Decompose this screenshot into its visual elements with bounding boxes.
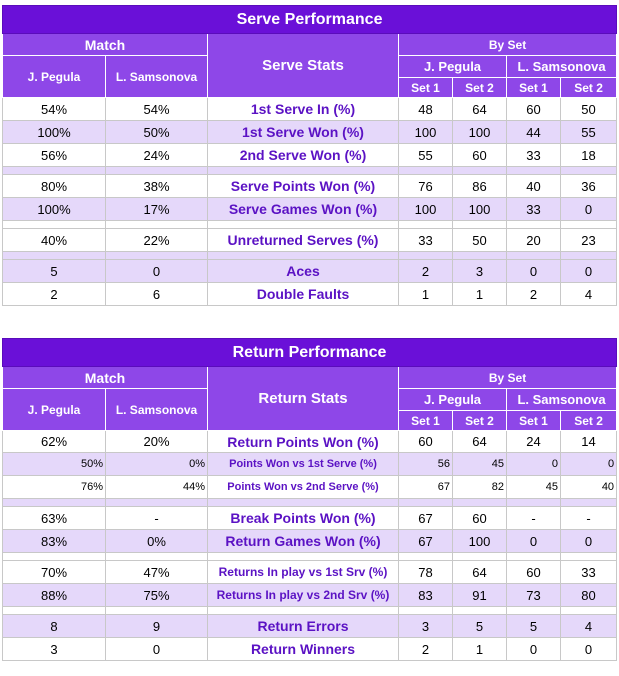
set1-header: Set 1	[399, 78, 453, 98]
p1-set1-value: 67	[399, 530, 453, 553]
player1-value: 2	[3, 283, 106, 306]
stat-label: Points Won vs 1st Serve (%)	[208, 453, 399, 476]
p2-set1-value: 0	[507, 530, 561, 553]
p2-set2-value: 33	[561, 561, 617, 584]
p1-set2-value: 1	[453, 638, 507, 661]
p2-set2-value: 0	[561, 530, 617, 553]
player2-value: 75%	[106, 584, 208, 607]
stat-label: Unreturned Serves (%)	[208, 229, 399, 252]
spacer-row	[3, 221, 617, 229]
p1-set1-value: 67	[399, 507, 453, 530]
p1-set2-value: 60	[453, 144, 507, 167]
p2-set1-value: 60	[507, 561, 561, 584]
match-header: Match	[3, 367, 208, 389]
p2-set1-value: 33	[507, 144, 561, 167]
table-row	[3, 638, 617, 661]
table-row	[3, 144, 617, 167]
player2-header: L. Samsonova	[106, 389, 208, 431]
player1-header: J. Pegula	[3, 389, 106, 431]
serve-title: Serve Performance	[3, 6, 617, 34]
return-stats-header: Return Stats	[208, 367, 399, 431]
stat-label: Serve Points Won (%)	[208, 175, 399, 198]
p1-set1-value: 56	[399, 453, 453, 476]
p1-set1-value: 76	[399, 175, 453, 198]
p1-set1-value: 3	[399, 615, 453, 638]
stat-label: Break Points Won (%)	[208, 507, 399, 530]
p2-set1-value: 0	[507, 260, 561, 283]
player1-value: 5	[3, 260, 106, 283]
player1-value: 50%	[3, 453, 106, 476]
stat-label: Returns In play vs 2nd Srv (%)	[208, 584, 399, 607]
player2-header: L. Samsonova	[106, 56, 208, 98]
stat-label: Return Games Won (%)	[208, 530, 399, 553]
p1-set2-value: 82	[453, 476, 507, 499]
p1-set1-value: 33	[399, 229, 453, 252]
player2-value: 54%	[106, 98, 208, 121]
p2-set2-value: 0	[561, 198, 617, 221]
p1-set1-value: 100	[399, 121, 453, 144]
p1-set1-value: 83	[399, 584, 453, 607]
spacer-row	[3, 252, 617, 260]
return-title: Return Performance	[3, 339, 617, 367]
player1-value: 63%	[3, 507, 106, 530]
player2-value: 6	[106, 283, 208, 306]
player2-value: 24%	[106, 144, 208, 167]
player1-set-header: J. Pegula	[399, 389, 507, 411]
p2-set2-value: 0	[561, 260, 617, 283]
player2-value: 17%	[106, 198, 208, 221]
p2-set1-value: 73	[507, 584, 561, 607]
set1-header: Set 1	[507, 78, 561, 98]
table-row	[3, 229, 617, 252]
player1-value: 70%	[3, 561, 106, 584]
p1-set1-value: 2	[399, 638, 453, 661]
p2-set1-value: 24	[507, 431, 561, 453]
p2-set2-value: 4	[561, 283, 617, 306]
p2-set2-value: 14	[561, 431, 617, 453]
table-row	[3, 175, 617, 198]
p2-set2-value: 0	[561, 638, 617, 661]
serve-performance-table	[2, 5, 617, 306]
player1-set-header: J. Pegula	[399, 56, 507, 78]
player2-value: 44%	[106, 476, 208, 499]
table-row	[3, 615, 617, 638]
player2-value: 20%	[106, 431, 208, 453]
set2-header: Set 2	[561, 411, 617, 431]
p2-set2-value: -	[561, 507, 617, 530]
p2-set2-value: 50	[561, 98, 617, 121]
p1-set2-value: 91	[453, 584, 507, 607]
p1-set2-value: 60	[453, 507, 507, 530]
stat-label: 1st Serve Won (%)	[208, 121, 399, 144]
set2-header: Set 2	[453, 411, 507, 431]
player1-value: 80%	[3, 175, 106, 198]
p2-set2-value: 18	[561, 144, 617, 167]
p2-set1-value: 2	[507, 283, 561, 306]
p2-set1-value: 44	[507, 121, 561, 144]
p2-set1-value: 20	[507, 229, 561, 252]
table-row	[3, 283, 617, 306]
p2-set2-value: 55	[561, 121, 617, 144]
set2-header: Set 2	[561, 78, 617, 98]
p1-set2-value: 50	[453, 229, 507, 252]
p1-set2-value: 64	[453, 431, 507, 453]
p1-set2-value: 100	[453, 198, 507, 221]
table-row	[3, 431, 617, 453]
player2-value: 38%	[106, 175, 208, 198]
player2-set-header: L. Samsonova	[507, 389, 617, 411]
player2-value: 22%	[106, 229, 208, 252]
stat-label: 2nd Serve Won (%)	[208, 144, 399, 167]
p2-set1-value: 60	[507, 98, 561, 121]
player2-value: 50%	[106, 121, 208, 144]
table-row	[3, 260, 617, 283]
p2-set1-value: 0	[507, 453, 561, 476]
player1-value: 88%	[3, 584, 106, 607]
p2-set2-value: 23	[561, 229, 617, 252]
p1-set1-value: 48	[399, 98, 453, 121]
p1-set2-value: 64	[453, 561, 507, 584]
p1-set1-value: 2	[399, 260, 453, 283]
player2-value: 0	[106, 260, 208, 283]
p2-set2-value: 36	[561, 175, 617, 198]
p2-set2-value: 4	[561, 615, 617, 638]
p1-set2-value: 100	[453, 121, 507, 144]
p1-set2-value: 86	[453, 175, 507, 198]
p2-set1-value: -	[507, 507, 561, 530]
p2-set1-value: 5	[507, 615, 561, 638]
stat-label: Serve Games Won (%)	[208, 198, 399, 221]
spacer-row	[3, 167, 617, 175]
table-row	[3, 453, 617, 476]
p1-set2-value: 64	[453, 98, 507, 121]
p2-set1-value: 33	[507, 198, 561, 221]
stat-label: Return Winners	[208, 638, 399, 661]
p1-set1-value: 1	[399, 283, 453, 306]
player2-value: 0%	[106, 530, 208, 553]
by-set-header: By Set	[399, 367, 617, 389]
stat-label: Return Errors	[208, 615, 399, 638]
player2-value: 0	[106, 638, 208, 661]
p1-set1-value: 67	[399, 476, 453, 499]
p2-set1-value: 45	[507, 476, 561, 499]
player1-value: 100%	[3, 121, 106, 144]
stat-label: Double Faults	[208, 283, 399, 306]
p2-set2-value: 40	[561, 476, 617, 499]
player1-value: 8	[3, 615, 106, 638]
p2-set1-value: 40	[507, 175, 561, 198]
player2-value: 0%	[106, 453, 208, 476]
p1-set1-value: 100	[399, 198, 453, 221]
table-row	[3, 198, 617, 221]
spacer-row	[3, 607, 617, 615]
serve-stats-header: Serve Stats	[208, 34, 399, 98]
player2-set-header: L. Samsonova	[507, 56, 617, 78]
stat-label: 1st Serve In (%)	[208, 98, 399, 121]
stat-label: Returns In play vs 1st Srv (%)	[208, 561, 399, 584]
p1-set2-value: 1	[453, 283, 507, 306]
return-performance-table	[2, 338, 617, 661]
spacer-row	[3, 553, 617, 561]
p1-set1-value: 78	[399, 561, 453, 584]
p1-set1-value: 55	[399, 144, 453, 167]
player1-value: 76%	[3, 476, 106, 499]
table-row	[3, 507, 617, 530]
player1-value: 62%	[3, 431, 106, 453]
set2-header: Set 2	[453, 78, 507, 98]
player1-value: 40%	[3, 229, 106, 252]
p1-set2-value: 5	[453, 615, 507, 638]
stat-label: Return Points Won (%)	[208, 431, 399, 453]
player2-value: -	[106, 507, 208, 530]
player1-value: 100%	[3, 198, 106, 221]
table-row	[3, 530, 617, 553]
p1-set2-value: 100	[453, 530, 507, 553]
set1-header: Set 1	[507, 411, 561, 431]
player1-value: 3	[3, 638, 106, 661]
table-row	[3, 561, 617, 584]
player2-value: 9	[106, 615, 208, 638]
by-set-header: By Set	[399, 34, 617, 56]
p2-set1-value: 0	[507, 638, 561, 661]
spacer-row	[3, 499, 617, 507]
set1-header: Set 1	[399, 411, 453, 431]
player1-value: 83%	[3, 530, 106, 553]
p1-set2-value: 3	[453, 260, 507, 283]
player1-value: 54%	[3, 98, 106, 121]
stat-label: Aces	[208, 260, 399, 283]
table-row	[3, 476, 617, 499]
p1-set1-value: 60	[399, 431, 453, 453]
match-header: Match	[3, 34, 208, 56]
player2-value: 47%	[106, 561, 208, 584]
stat-label: Points Won vs 2nd Serve (%)	[208, 476, 399, 499]
table-row	[3, 584, 617, 607]
player1-value: 56%	[3, 144, 106, 167]
p2-set2-value: 0	[561, 453, 617, 476]
table-row	[3, 98, 617, 121]
p2-set2-value: 80	[561, 584, 617, 607]
table-row	[3, 121, 617, 144]
p1-set2-value: 45	[453, 453, 507, 476]
player1-header: J. Pegula	[3, 56, 106, 98]
